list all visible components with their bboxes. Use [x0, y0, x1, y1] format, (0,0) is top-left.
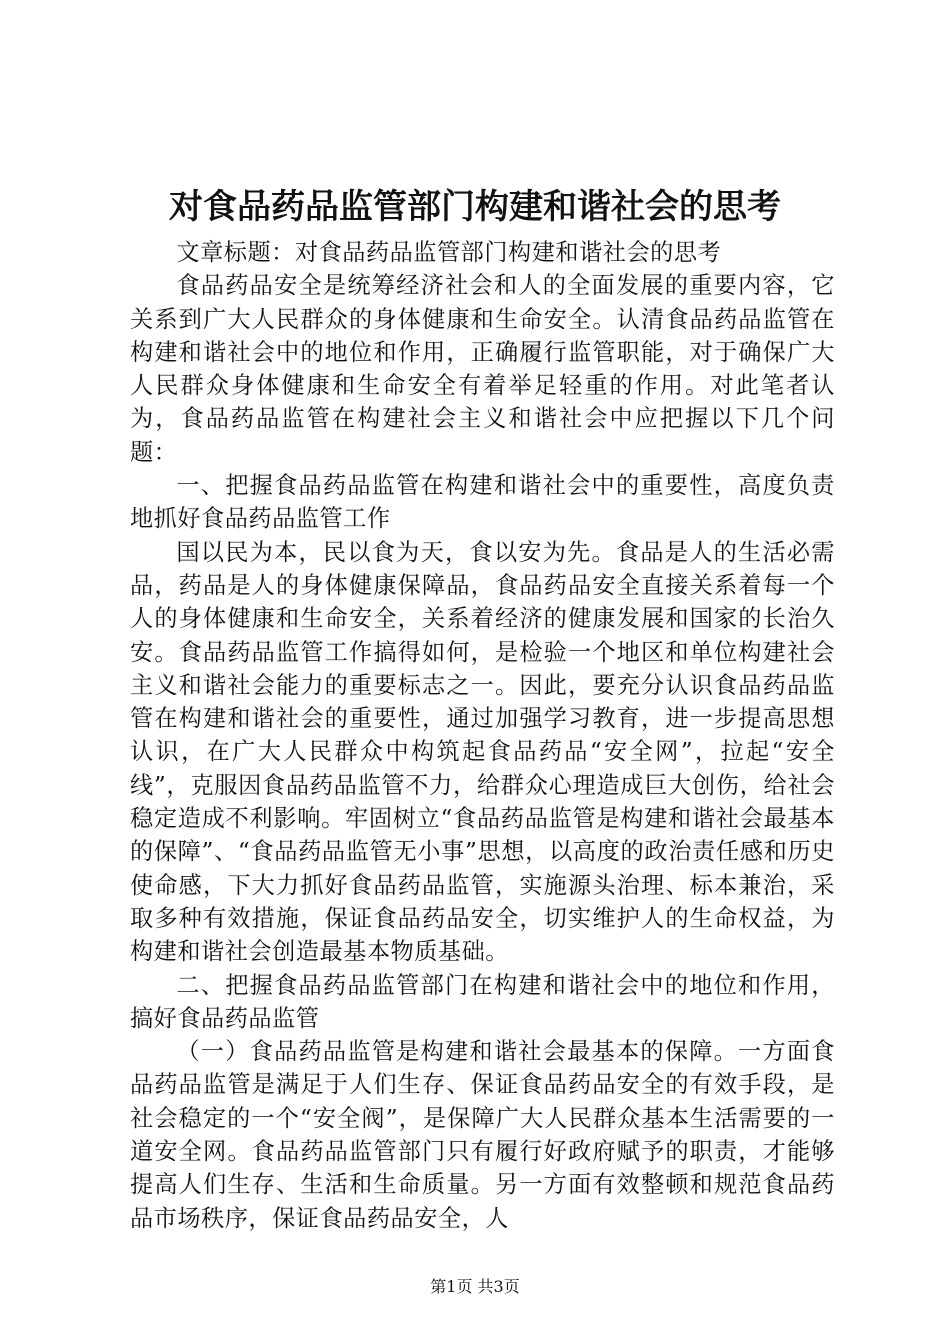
section-heading-1: 一、把握食品药品监管在构建和谐社会中的重要性，高度负责地抓好食品药品监管工作	[130, 472, 835, 533]
document-title: 对食品药品监管部门构建和谐社会的思考	[169, 187, 781, 227]
paragraph-section-1: 国以民为本，民以食为天，食以安为先。食品是人的生活必需品，药品是人的身体健康保障品，食品药品安全直接关系着每一个人的身体健康和生命安全，关系着经济的健康发展和国家的长治久安。食品药品监管工作搞得如何，是检验一个地区和单位构建社会主义和谐社会能力的重要标志之一。因此，要充分认识食品药品监管在构建和谐社会的重要性，通过加强学习教育，进一步提高思想认识，在广大人民群众中构筑起食品药品“安全网”，拉起“安全线”，克服因食品药品监管不力，给群众心理造成巨大创伤，给社会稳定造成不利影响。牢固树立“食品药品监管是构建和谐社会最基本的保障”、“食品药品监管无小事”思想，以高度的政治责任感和历史使命感，下大力抓好食品药品监管，实施源头治理、标本兼治，采取多种有效措施，保证食品药品安全，切实维护人的生命权益，为构建和谐社会创造最基本物质基础。	[130, 538, 835, 966]
paragraph-subsection-1: （一）食品药品监管是构建和谐社会最基本的保障。一方面食品药品监管是满足于人们生存、保证食品药品安全的有效手段，是社会稳定的一个“安全阀”，是保障广大人民群众基本生活需要的一道安全网。食品药品监管部门只有履行好政府赋予的职责，才能够提高人们生存、生活和生命质量。另一方面有效整顿和规范食品药品市场秩序，保证食品药品安全，人	[130, 1038, 835, 1232]
page-number-footer: 第1页 共3页	[430, 1277, 520, 1296]
document-body	[130, 236, 835, 1235]
paragraph-intro: 食品药品安全是统筹经济社会和人的全面发展的重要内容，它关系到广大人民群众的身体健康和生命安全。认清食品药品监管在构建和谐社会中的地位和作用，正确履行监管职能，对于确保广大人民群众身体健康和生命安全有着举足轻重的作用。对此笔者认为，食品药品监管在构建社会主义和谐社会中应把握以下几个问题：	[130, 272, 835, 466]
paragraph-article-title: 文章标题：对食品药品监管部门构建和谐社会的思考	[176, 239, 722, 266]
section-heading-2: 二、把握食品药品监管部门在构建和谐社会中的地位和作用，搞好食品药品监管	[130, 971, 835, 1032]
